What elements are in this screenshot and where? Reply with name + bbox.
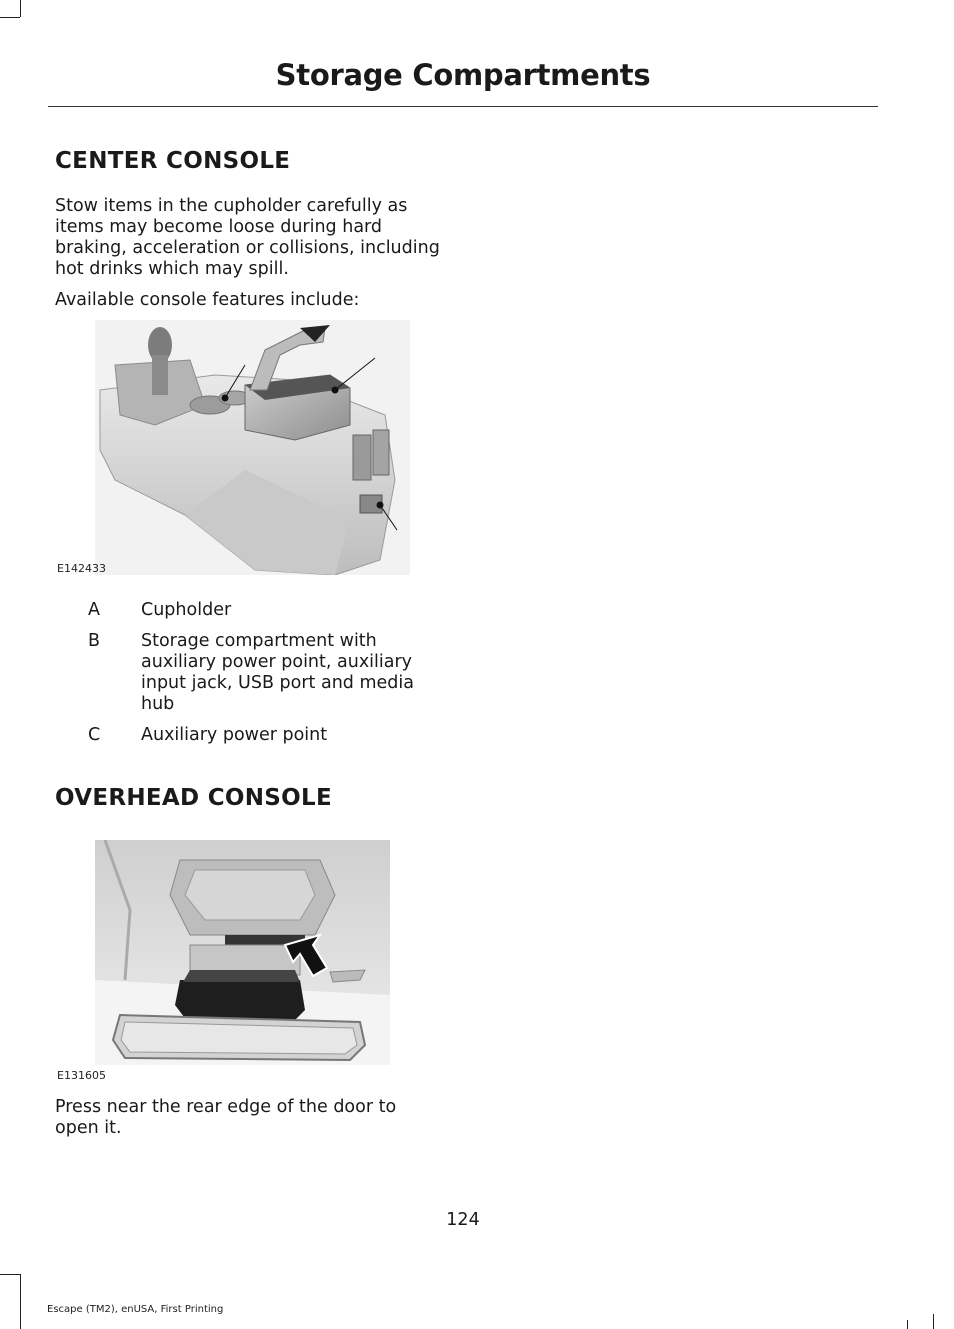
- console-features-intro: Available console features include:: [55, 290, 360, 310]
- center-console-illustration: [95, 320, 410, 575]
- overhead-console-illustration: [95, 840, 390, 1065]
- page-title: Storage Compartments: [275, 58, 651, 92]
- header-divider: [48, 106, 878, 107]
- crop-mark: [0, 1274, 20, 1275]
- crop-mark: [933, 1314, 934, 1329]
- crop-mark: [0, 17, 20, 18]
- figure-code: E131605: [57, 1069, 106, 1082]
- legend-letter: B: [88, 631, 101, 651]
- legend-item: [88, 631, 458, 716]
- legend-description: Cupholder: [141, 600, 232, 620]
- overhead-console-instruction: Press near the rear edge of the door to open it.: [55, 1097, 397, 1138]
- page-number: 124: [446, 1210, 480, 1230]
- legend-letter: A: [88, 600, 100, 620]
- figure-code: E142433: [57, 562, 106, 575]
- legend-description: Storage compartment with auxiliary power point, auxiliary input jack, USB port and media hub: [141, 631, 414, 714]
- legend-letter: C: [88, 725, 101, 745]
- crop-mark: [20, 1274, 21, 1329]
- center-console-intro: Stow items in the cupholder carefully as items may become loose during hard braking, acceleration or collisions, including hot drinks which may spill.: [55, 196, 440, 279]
- overhead-console-heading: OVERHEAD CONSOLE: [55, 785, 332, 811]
- center-console-heading: CENTER CONSOLE: [55, 148, 291, 174]
- legend-description: Auxiliary power point: [141, 725, 328, 745]
- legend-item: [88, 725, 458, 747]
- legend-item: [88, 600, 458, 622]
- crop-mark: [20, 0, 21, 17]
- footer-text: Escape (TM2), enUSA, First Printing: [47, 1304, 224, 1315]
- crop-mark: [907, 1320, 908, 1329]
